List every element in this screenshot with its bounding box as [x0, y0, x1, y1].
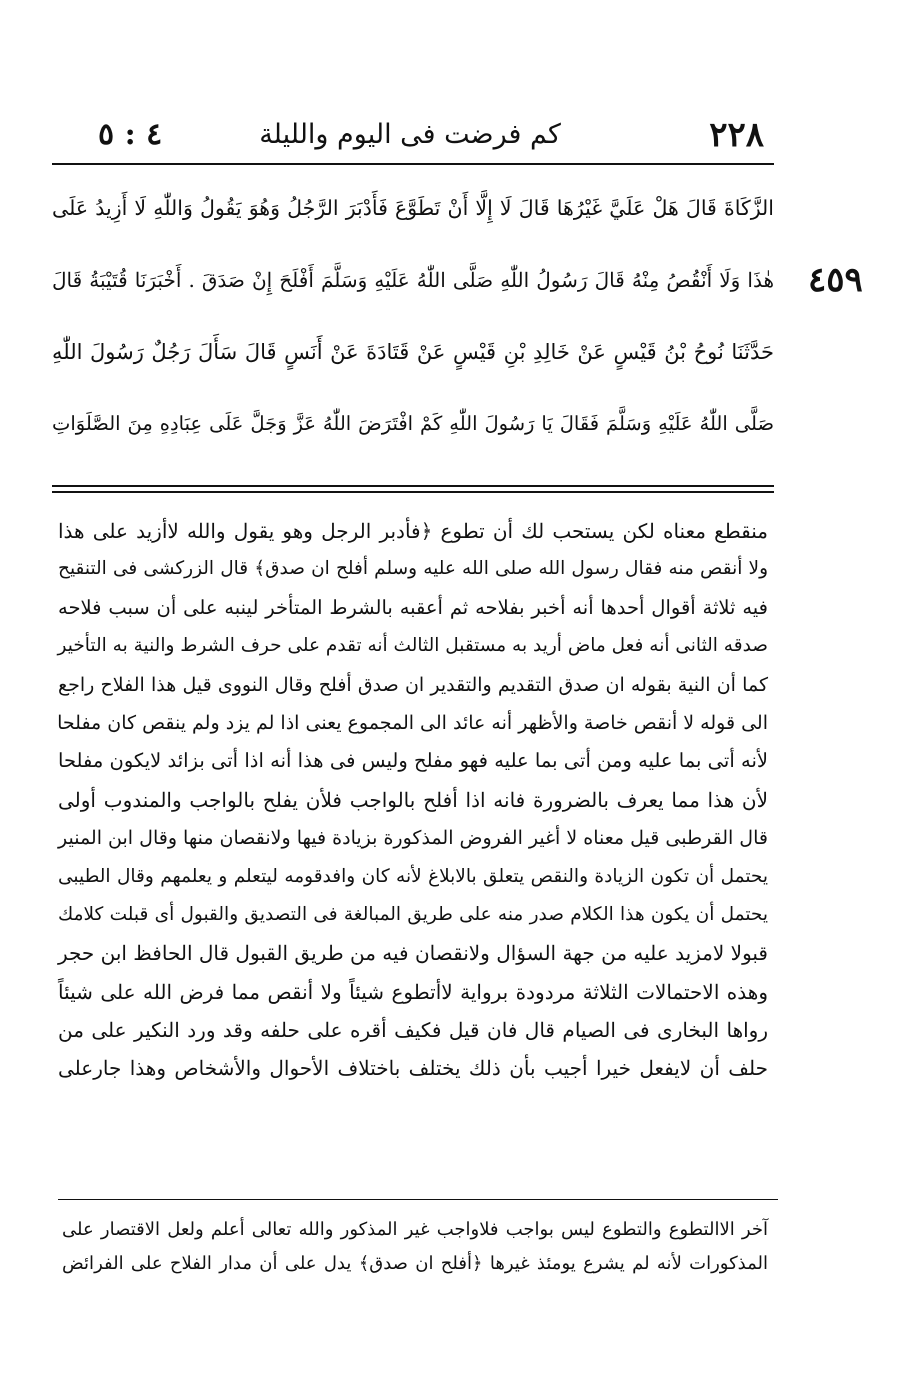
- commentary-line: لأن هذا مما يعرف بالضرورة فانه اذا أفلح بالواجب فلأن يفلح بالواجب والمندوب أولى: [58, 787, 768, 812]
- running-title: كم فرضت فى اليوم والليلة: [259, 119, 561, 150]
- commentary-line: يحتمل أن تكون الزيادة والنقص يتعلق بالابلاغ لأنه كان وافدقومه ليتعلم و يعلمهم وقال الطيبى: [58, 865, 768, 887]
- page-number: ٢٢٨: [709, 115, 764, 155]
- footnote-line: آخر الاالتطوع والتطوع ليس بواجب فلاواجب غير المذكور والله تعالى أعلم ولعل الاقتصار على: [62, 1219, 768, 1240]
- footnote-rule: [58, 1199, 778, 1200]
- commentary-line: صدقه الثانى أنه فعل ماض أريد به مستقبل الثالث أنه تقدم على حرف الشرط والنية به التأخير: [57, 635, 768, 657]
- footnote-line: المذكورات لأنه لم يشرع يومئذ غيرها ﴿أفلح ان صدق﴾ يدل على أن مدار الفلاح على الفرائض: [62, 1253, 768, 1274]
- commentary-line: يحتمل أن يكون هذا الكلام صدر منه على طريق المبالغة فى التصديق والقبول أى قبلت كلامك: [58, 903, 768, 925]
- commentary-line: الى قوله لا أنقص خاصة والأظهر أنه عائد الى المجموع يعنى اذا لم يزد ولم ينقص كان مفلحا: [57, 711, 768, 734]
- hadith-line: حَدَّثَنَا نُوحُ بْنُ قَيْسٍ عَنْ خَالِدِ بْنِ قَيْسٍ عَنْ قَتَادَةَ عَنْ أَنَسٍ قَالَ سَأَلَ رَجُلٌ رَسُولَ اللّٰهِ: [52, 340, 774, 364]
- commentary-line: رواها البخارى فى الصيام قال فان قيل فكيف أقره على حلفه وقد ورد النكير على من: [58, 1018, 768, 1043]
- hadith-text: [52, 172, 774, 460]
- commentary-line: فيه ثلاثة أقوال أحدها أنه أخبر بفلاحه ثم أعقبه بالشرط المتأخر لينبه على أن سبب فلاحه: [58, 595, 768, 619]
- header-rule: [52, 163, 774, 165]
- commentary-line: قبولا لامزيد عليه من جهة السؤال ولانقصان فيه من طريق القبول قال الحافظ ابن حجر: [57, 941, 768, 966]
- commentary-text: [58, 512, 768, 1088]
- commentary-line: حلف أن لايفعل خيرا أجيب بأن ذلك يختلف باختلاف الأحوال والأشخاص وهذا جارعلى: [58, 1056, 768, 1081]
- running-header: [48, 110, 772, 160]
- commentary-line: كما أن النية بقوله ان صدق التقديم والتقدير ان صدق أفلح وقال النووى قيل هذا الفلاح راجع: [58, 673, 768, 696]
- chapter-reference: ٤ : ٥: [98, 117, 163, 152]
- commentary-line: ولا أنقص منه فقال رسول الله صلى الله عليه وسلم أفلح ان صدق﴾ قال الزركشى فى التنقيح: [58, 558, 768, 580]
- footnotes: [62, 1213, 768, 1281]
- section-divider-top: [52, 485, 774, 487]
- commentary-line: لأنه أتى بما عليه ومن أتى بما عليه فهو مفلح وليس فى هذا أنه اذا أتى بزائد لايكون مفلحا: [58, 749, 768, 773]
- commentary-line: وهذه الاحتمالات الثلاثة مردودة برواية لاأتطوع شيئاً ولا أنقص مما فرض الله على شيئاً: [58, 979, 768, 1004]
- hadith-number: ٤٥٩: [808, 260, 863, 300]
- hadith-line: صَلَّى اللّٰهُ عَلَيْهِ وَسَلَّمَ فَقَالَ يَا رَسُولَ اللّٰهِ كَمْ افْتَرَضَ اللّٰهُ عَزَّ وَجَلَّ عَلَى عِبَادِهِ مِنَ الصَّلَوَاتِ: [52, 412, 774, 435]
- section-divider-bottom: [52, 491, 774, 493]
- commentary-line: قال القرطبى قيل معناه لا أغير الفروض المذكورة بزيادة فيها ولانقصان منها وقال ابن المنير: [58, 827, 768, 850]
- hadith-line: هٰذَا وَلَا أَنْقُصُ مِنْهُ قَالَ رَسُولُ اللّٰهِ صَلَّى اللّٰهُ عَلَيْهِ وَسَلَّمَ أَفْلَحَ إِنْ صَدَقَ . أَخْبَرَنَا قُتَيْبَةُ قَالَ: [52, 268, 774, 292]
- hadith-line: الزَّكَاةَ قَالَ هَلْ عَلَيَّ غَيْرُهَا قَالَ لَا إِلَّا أَنْ تَطَوَّعَ فَأَدْبَرَ الرَّجُلُ وَهُوَ يَقُولُ وَاللّٰهِ لَا أَزِيدُ عَلَى: [52, 196, 774, 220]
- commentary-line: منقطع معناه لكن يستحب لك أن تطوع ﴿فأدبر الرجل وهو يقول والله لاأزيد على هذا: [58, 519, 768, 543]
